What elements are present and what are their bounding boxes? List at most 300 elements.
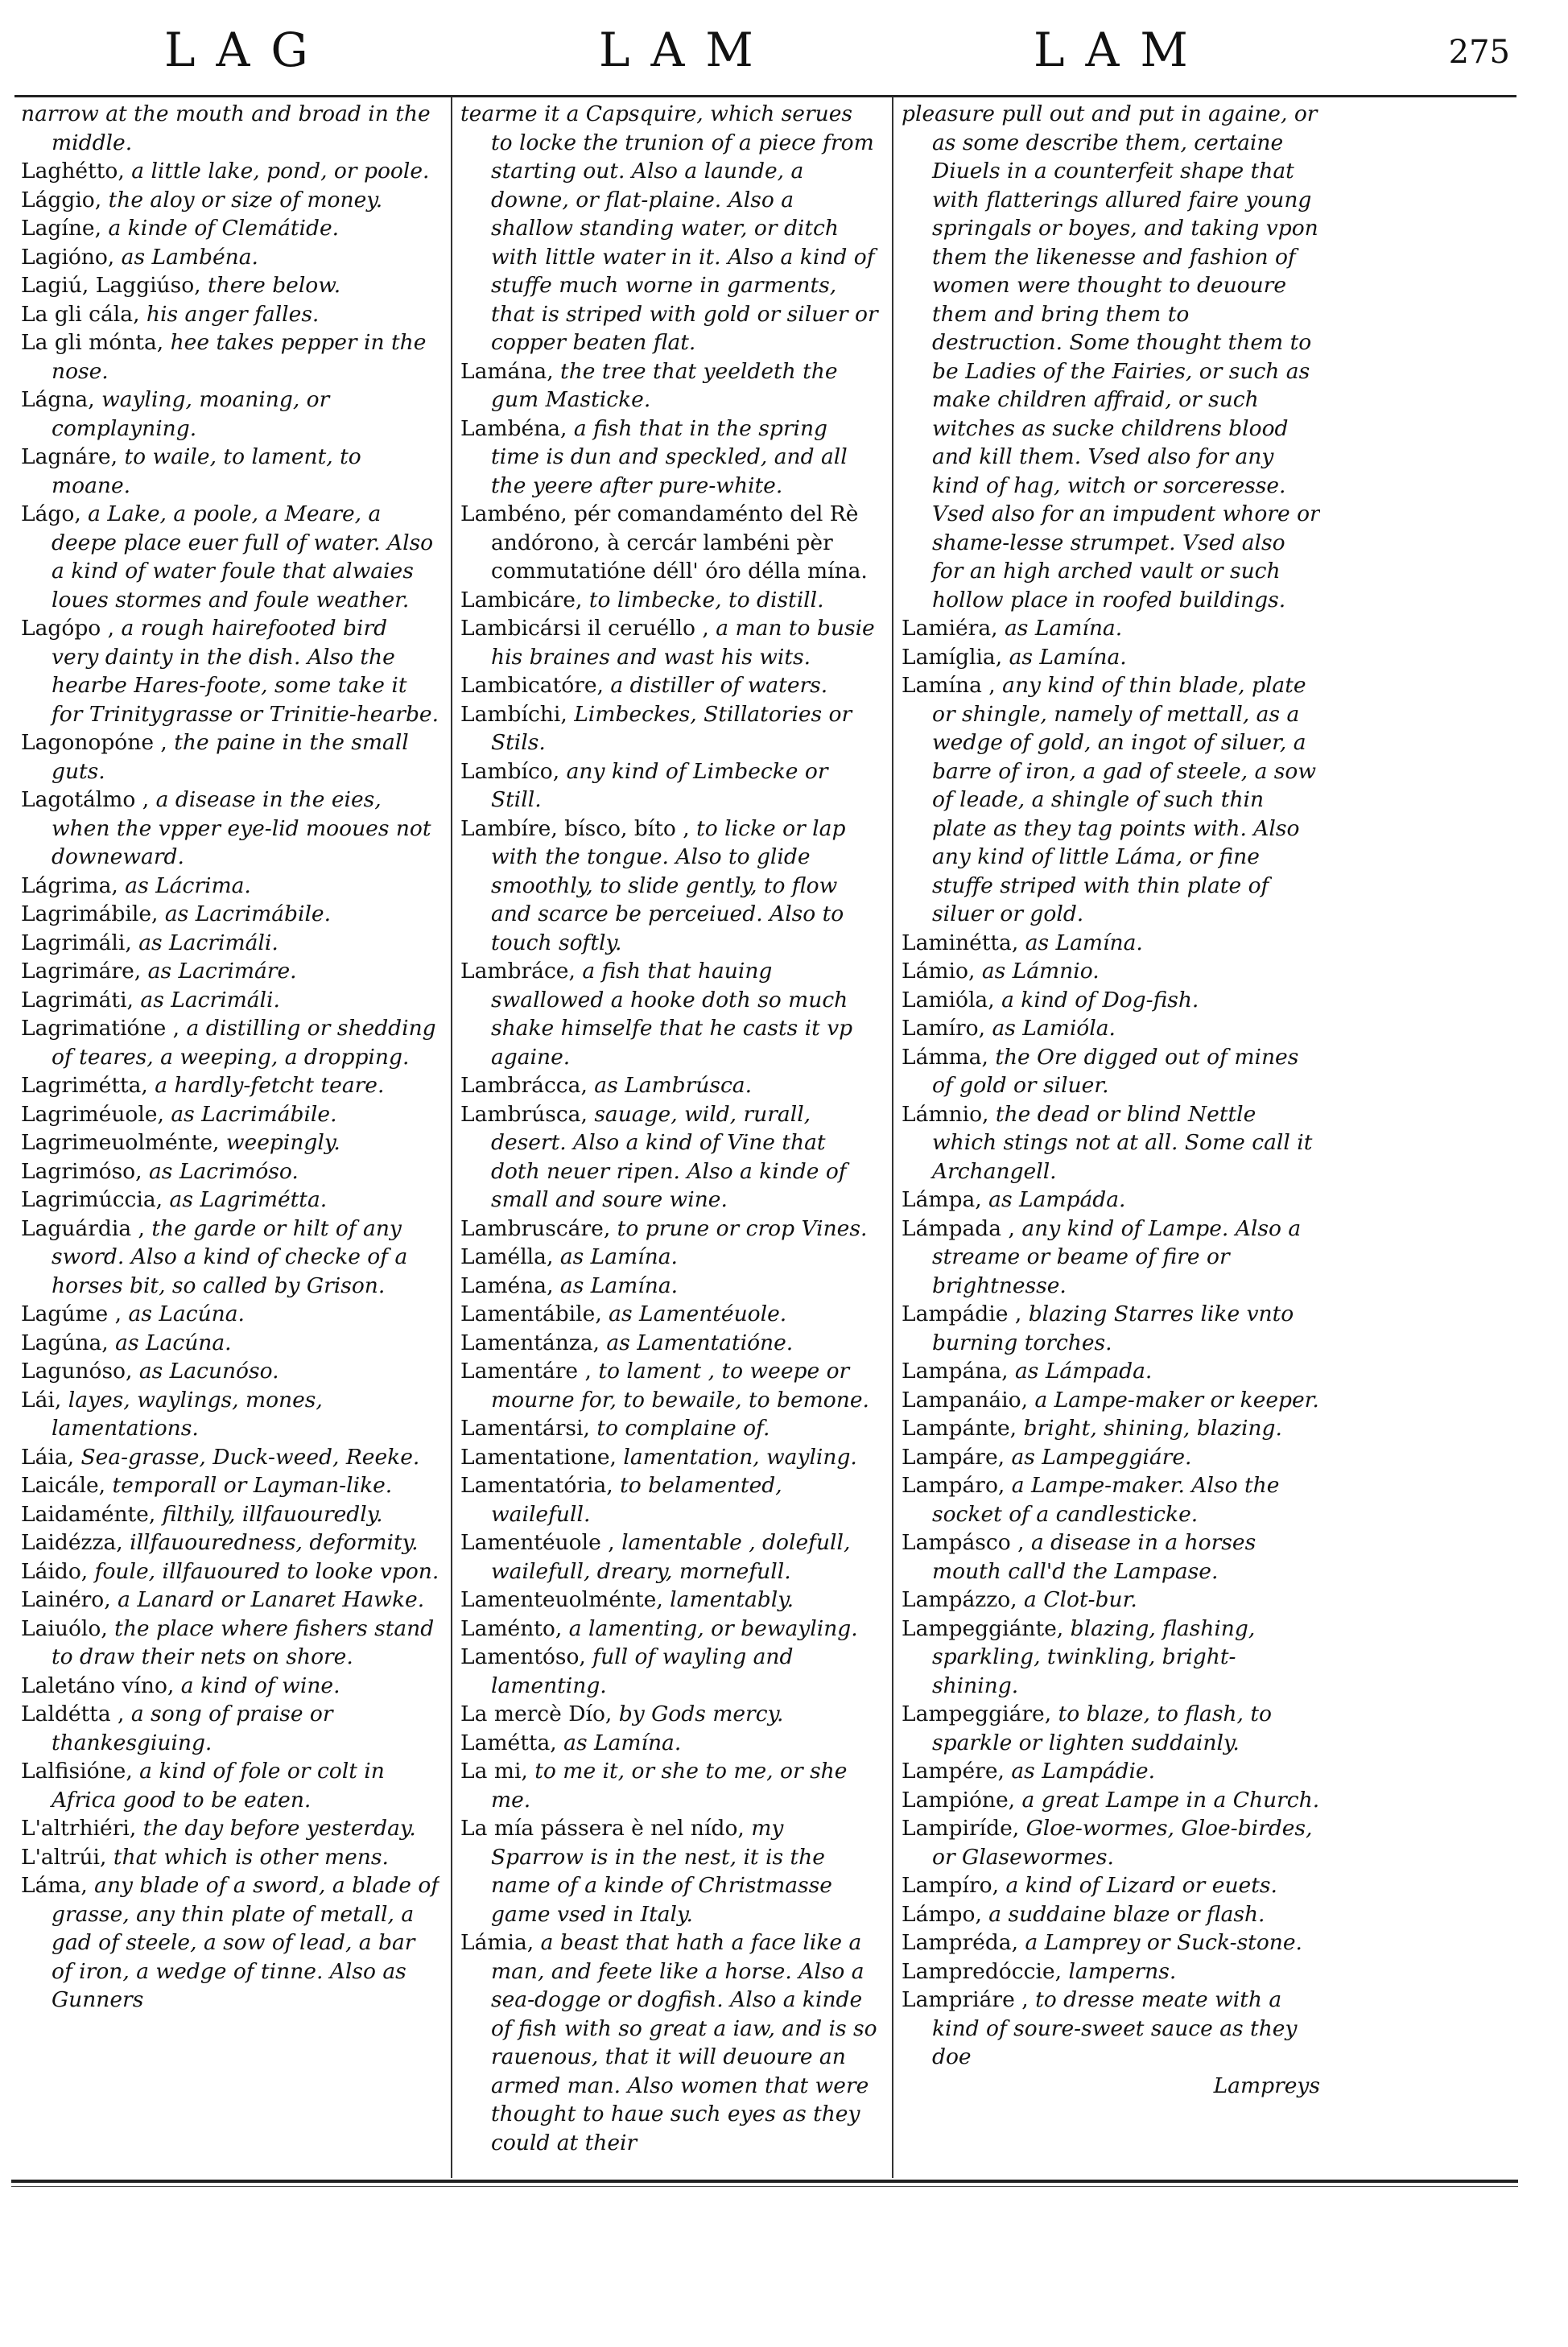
entry-headword: Lamiéra, [902, 616, 998, 641]
dictionary-entry [21, 1814, 439, 1843]
entry-definition: to me it, or she to me, or she me. [491, 1759, 848, 1813]
entry-definition: blazing Starres like vnto burning torches. [932, 1301, 1294, 1355]
entry-headword: Lámpada , [902, 1215, 1015, 1241]
entry-definition: as Lambéna. [114, 244, 258, 270]
entry-headword: Lambicatóre, [460, 673, 604, 698]
entry-definition: Limbeckes, Stillatories or Stils. [491, 701, 852, 755]
dictionary-entry [21, 986, 439, 1015]
entry-headword: Laghétto, [21, 159, 125, 184]
dictionary-entry [460, 1528, 879, 1586]
entry-definition: a hardly-fetcht teare. [147, 1073, 385, 1098]
entry-headword: Lagrimáli, [21, 930, 132, 955]
header-rule [14, 95, 1516, 97]
entry-definition: as Lacrimóso. [142, 1158, 299, 1184]
entry-headword: Lampiríde, [902, 1816, 1020, 1841]
dictionary-entry [21, 1471, 439, 1500]
entry-definition: a great Lampe in a Church. [1015, 1787, 1320, 1813]
entry-definition: as Lacrimáli. [131, 930, 279, 955]
entry-headword: Lámia, [460, 1930, 534, 1955]
entry-headword: Lagióno, [21, 244, 115, 270]
dictionary-entry [902, 1100, 1320, 1186]
entry-definition: layes, waylings, mones, lamentations. [52, 1387, 323, 1441]
dictionary-entry [21, 500, 439, 614]
entry-headword: Lagrimúccia, [21, 1187, 163, 1212]
entry-headword: Lagrimáti, [21, 987, 134, 1013]
dictionary-entry [902, 671, 1320, 929]
entry-headword: Lambicársi il ceruéllo , [460, 616, 709, 641]
entry-headword: Laicále, [21, 1473, 106, 1498]
dictionary-entry [902, 1900, 1320, 1929]
dictionary-entry [460, 1100, 879, 1215]
dictionary-entry [21, 929, 439, 958]
entry-headword: Lampióne, [902, 1787, 1016, 1813]
entry-definition: foule, illfauoured to looke vpon. [88, 1558, 439, 1584]
entry-definition: to limbecke, to distill. [582, 587, 824, 613]
dictionary-entry [21, 1300, 439, 1329]
dictionary-entry [21, 1843, 439, 1872]
dictionary-entry [902, 1215, 1320, 1301]
entry-headword: Lambíre, bísco, bíto , [460, 815, 690, 841]
entry-headword: Lampásco , [902, 1530, 1025, 1555]
entry-definition: the tree that yeeldeth the gum Masticke. [491, 358, 838, 412]
entry-definition: the day before yesterday. [136, 1816, 416, 1841]
entry-definition: temporall or Layman-like. [105, 1473, 393, 1498]
dictionary-entry [902, 1586, 1320, 1615]
dictionary-entry [460, 1928, 879, 2157]
entry-definition: as Lámpada. [1008, 1359, 1153, 1384]
entry-headword: Lambrácca, [460, 1073, 588, 1098]
entry-headword: La mía pássera è nel nído, [460, 1816, 745, 1841]
entry-definition: a distilling or shedding of teares, a weeping, a dropping. [52, 1016, 436, 1070]
entry-definition: there below. [200, 273, 341, 298]
entry-headword: Lampázzo, [902, 1587, 1017, 1612]
entry-definition: any kind of Limbecke or Still. [491, 758, 828, 812]
dictionary-entry [460, 500, 879, 586]
entry-headword: Laguárdia , [21, 1215, 145, 1241]
entry-definition: a Lanard or Lanaret Hawke. [110, 1587, 425, 1612]
entry-headword: Lampére, [902, 1759, 1005, 1784]
entry-definition: the garde or hilt of any sword. Also a kind of checke of a horses bit, so called by Grison. [52, 1215, 408, 1298]
entry-definition: any kind of Lampe. Also a streame or beame of fire or brightnesse. [932, 1215, 1302, 1298]
dictionary-entry [21, 1186, 439, 1215]
entry-definition: a kinde of Clemátide. [101, 216, 340, 241]
entry-headword: Lagópo , [21, 616, 115, 641]
entry-definition: pleasure pull out and put in againe, or as some describe them, certaine Diuels in a counterfeit shape that with flatterings allured faire young springals or boyes, and taking vpon them the likenesse and fashion of women were thought to deuoure them and bring them to destruction. Some thought them to be Ladies of the Fairies, or such as make children affraid, or such witches as sucke childrens blood and kill them. Vsed also for any kind of hag, witch or sorceresse. Vsed also for an impudent whore or shame-lesse strumpet. Vsed also for an high arched vault or such hollow place in roofed buildings. [902, 101, 1320, 613]
dictionary-entry [21, 786, 439, 872]
entry-headword: Lampánte, [902, 1416, 1017, 1441]
entry-headword: Lamentáre , [460, 1359, 592, 1384]
dictionary-entry [460, 1443, 879, 1472]
entry-definition: the paine in the small guts. [52, 730, 409, 784]
entry-definition: as Lacúna. [122, 1301, 245, 1326]
entry-headword: Lagriméttа, [21, 1073, 148, 1098]
entry-headword: Lággio, [21, 187, 102, 212]
entry-definition: Sea-grasse, Duck-weed, Reeke. [74, 1444, 420, 1470]
entry-definition: to prune or crop Vines. [610, 1215, 868, 1241]
entry-definition: as Lagriméttа. [163, 1187, 328, 1212]
dictionary-entry [902, 1871, 1320, 1900]
entry-headword: Lágrima, [21, 872, 118, 898]
dictionary-entry [902, 1443, 1320, 1472]
entry-definition: a kind of fole or colt in Africa good to be eaten. [52, 1759, 385, 1813]
dictionary-entry [902, 614, 1320, 643]
entry-definition: as Lamína. [997, 616, 1123, 641]
dictionary-entry [460, 815, 879, 958]
entry-headword: Lagotálmo , [21, 787, 150, 812]
entry-definition: the Ore digged out of mines of gold or siluer. [932, 1044, 1299, 1098]
entry-definition: a Clot-bur. [1017, 1587, 1137, 1612]
dictionary-entry [902, 1014, 1320, 1043]
catchword: Lampreys [1213, 2073, 1320, 2098]
dictionary-entry [21, 386, 439, 443]
entry-definition: any kind of thin blade, plate or shingle, namely of mettall, as a wedge of gold, an ingot of siluer, a barre of iron, a gad of steele, a sow of leade, a shingle of such thin plate as they tag points with. Also any kind of little Láma, or fine stuffe striped with thin plate of siluer or gold. [932, 673, 1317, 926]
dictionary-entry [21, 1329, 439, 1358]
dictionary-entry [21, 300, 439, 329]
dictionary-entry [460, 1471, 879, 1528]
entry-headword: Lamána, [460, 358, 554, 384]
entry-headword: La gli mónta, [21, 330, 164, 355]
entry-definition: lamentably. [662, 1587, 794, 1612]
dictionary-entry [902, 986, 1320, 1015]
entry-definition: narrow at the mouth and broad in the middle. [21, 101, 431, 155]
entry-headword: Laidaménte, [21, 1501, 156, 1527]
dictionary-entry [21, 614, 439, 728]
entry-definition: a disease in the eies, when the vpper eye-lid mooues not downeward. [52, 787, 431, 869]
entry-definition: as Lamióla. [985, 1016, 1116, 1041]
dictionary-entry [21, 1128, 439, 1157]
entry-definition: a fish that hauing swallowed a hooke doth so much shake himselfe that he casts it vp againe. [491, 959, 853, 1070]
dictionary-entry [21, 1615, 439, 1672]
entry-definition: his anger falles. [139, 301, 320, 327]
entry-definition: lamentable , dolefull, wailefull, dreary, mornefull. [491, 1530, 851, 1584]
entry-definition: a little lake, pond, or poole. [124, 159, 430, 184]
dictionary-entry [902, 1186, 1320, 1215]
dictionary-entry [902, 1300, 1320, 1357]
entry-headword: Lamétta, [460, 1730, 557, 1755]
entry-headword: Lagiú, Laggiúso, [21, 273, 201, 298]
dictionary-entry [902, 929, 1320, 958]
entry-definition: as Lámnio. [975, 959, 1100, 984]
entry-headword: Lamíro, [902, 1016, 986, 1041]
entry-headword: Lampredóccie, [902, 1958, 1063, 1984]
entry-headword: Laldétta , [21, 1701, 125, 1726]
dictionary-entry [21, 1557, 439, 1586]
entry-headword: Lamentánza, [460, 1330, 600, 1355]
dictionary-entry [460, 1615, 879, 1644]
entry-definition: a kind of wine. [174, 1673, 340, 1698]
entry-definition: a suddaine blaze or flash. [981, 1901, 1265, 1927]
dictionary-entry [902, 1386, 1320, 1415]
dictionary-entry [21, 957, 439, 986]
entry-definition: to blaze, to flash, to sparkle or lighten suddainly. [932, 1701, 1272, 1755]
dictionary-entry [460, 1700, 879, 1729]
entry-headword: Lampriáre , [902, 1987, 1029, 2012]
entry-headword: Lamentársi, [460, 1416, 590, 1441]
entry-headword: La mi, [460, 1759, 528, 1784]
entry-headword: Lamíglia, [902, 644, 1003, 670]
dictionary-entry [21, 443, 439, 500]
entry-definition: as Lacúna. [108, 1330, 232, 1355]
entry-headword: Laletáno víno, [21, 1673, 175, 1698]
dictionary-entry [460, 1643, 879, 1700]
entry-headword: Lagrimatióne , [21, 1016, 180, 1041]
entry-headword: Lagúme , [21, 1301, 122, 1326]
dictionary-entry [902, 1471, 1320, 1528]
dictionary-entry [21, 900, 439, 929]
dictionary-entry [21, 1700, 439, 1757]
entry-definition: a disease in a horses mouth call'd the Lampase. [932, 1530, 1256, 1584]
dictionary-entry [460, 586, 879, 615]
dictionary-entry [21, 271, 439, 300]
entry-headword: Lambicáre, [460, 587, 583, 613]
page-number: 275 [1448, 34, 1510, 71]
entry-headword: Lampeggiáre, [902, 1701, 1052, 1726]
entry-headword: Lagrimóso, [21, 1158, 142, 1184]
dictionary-entry [460, 1586, 879, 1615]
entry-headword: Lágna, [21, 387, 95, 412]
entry-definition: a fish that in the spring time is dun and speckled, and all the yeere after pure-white. [491, 415, 848, 498]
dictionary-entry [902, 643, 1320, 672]
entry-definition: the place where fishers stand to draw their nets on shore. [52, 1615, 435, 1669]
entry-definition: a Lamprey or Suck-stone. [1018, 1930, 1302, 1955]
dictionary-entry [21, 157, 439, 186]
entry-headword: Lampáre, [902, 1444, 1005, 1470]
entry-definition: any blade of a sword, a blade of grasse, any thin plate of metall, a gad of steele, a sow of lead, a bar of iron, a wedge of tinne. Also as Gunners [52, 1873, 439, 2012]
entry-definition: hee takes pepper in the nose. [52, 330, 427, 384]
entry-headword: Lambéno, pér comandaménto del Rè andórono, à cercár lambéni pèr commutatióne déll' óro délla mína. [460, 501, 868, 584]
dictionary-entry [460, 1757, 879, 1814]
entry-definition: as Lacrimáli. [133, 987, 280, 1013]
entry-definition: a kind of Lizard or euets. [999, 1873, 1277, 1898]
entry-headword: Láia, [21, 1444, 75, 1470]
dictionary-entry [902, 1814, 1320, 1871]
entry-headword: Lamentábile, [460, 1301, 602, 1326]
entry-definition: a Lampe-maker. Also the socket of a candlesticke. [932, 1473, 1280, 1527]
entry-definition: to dresse meate with a kind of soure-sweet sauce as they doe [932, 1987, 1298, 2069]
entry-headword: Lamentéuole , [460, 1530, 615, 1555]
entry-definition: as Lamentatióne. [599, 1330, 794, 1355]
column-1 [21, 100, 439, 2176]
dictionary-entry [21, 1757, 439, 1814]
entry-headword: Lamína , [902, 673, 996, 698]
dictionary-entry [902, 100, 1320, 614]
entry-definition: blazing, flashing, sparkling, twinkling, bright-shining. [932, 1615, 1256, 1698]
entry-headword: Lainéro, [21, 1587, 111, 1612]
entry-definition: lamperns. [1062, 1958, 1177, 1984]
entry-headword: Lambíchi, [460, 701, 567, 727]
entry-headword: Lagunóso, [21, 1359, 133, 1384]
entry-headword: Lampána, [902, 1359, 1009, 1384]
entry-definition: a beast that hath a face like a man, and feete like a horse. Also a sea-dogge or dogfish. Also a kinde of fish with so great a iaw, and is so rauenous, that it will deuoure an armed man. Also women that were thought to haue such eyes as they could at their [491, 1930, 877, 2155]
dictionary-entry [902, 1414, 1320, 1443]
entry-headword: L'altrúi, [21, 1844, 107, 1870]
dictionary-entry [21, 100, 439, 157]
dictionary-entry [902, 1786, 1320, 1815]
dictionary-entry [460, 1814, 879, 1928]
entry-headword: Lampeggiánte, [902, 1615, 1064, 1641]
dictionary-entry [460, 671, 879, 700]
entry-definition: as Lamína. [553, 1272, 679, 1298]
entry-headword: Lambéna, [460, 415, 567, 441]
entry-headword: La mercè Dío, [460, 1701, 613, 1726]
entry-headword: Lampáro, [902, 1473, 1005, 1498]
dictionary-entry [21, 1528, 439, 1557]
footer-rule-thin [11, 2186, 1518, 2187]
entry-definition: a Lampe-maker or keeper. [1028, 1387, 1319, 1413]
dictionary-entry [460, 614, 879, 671]
entry-definition: the dead or blind Nettle which stings not at all. Some call it Archangell. [932, 1101, 1313, 1184]
dictionary-entry [460, 700, 879, 757]
header-right-guideword: LAM [1034, 23, 1209, 77]
entry-definition: that which is other mens. [106, 1844, 389, 1870]
entry-headword: Lampanáio, [902, 1387, 1029, 1413]
dictionary-entry [460, 415, 879, 501]
entry-definition: a Lake, a poole, a Meare, a deepe place euer full of water. Also a kind of water foule that alwaies loues stormes and foule weather. [52, 501, 434, 613]
dictionary-entry [21, 1871, 439, 2015]
dictionary-entry [21, 872, 439, 901]
dictionary-entry [902, 1986, 1320, 2072]
entry-headword: Lambráce, [460, 959, 576, 984]
dictionary-entry [21, 1500, 439, 1529]
entry-definition: as Lamentéuole. [601, 1301, 787, 1326]
entry-definition: a rough hairefooted bird very dainty in the dish. Also the hearbe Hares-foote, some take it for Trinitygrasse or Trinitie-hearbe. [52, 616, 439, 727]
entry-headword: Lagíne, [21, 216, 102, 241]
entry-definition: to belamented, wailefull. [491, 1473, 782, 1527]
column-separator [892, 97, 893, 2178]
dictionary-entry [21, 1071, 439, 1100]
dictionary-entry [21, 1386, 439, 1443]
entry-definition: as Lambrúsca. [587, 1073, 753, 1098]
entry-definition: a man to busie his braines and wast his wits. [491, 616, 875, 670]
column-2 [460, 100, 879, 2176]
header-left-guideword: LAG [164, 23, 329, 77]
column-separator [451, 97, 452, 2178]
entry-definition: a lamenting, or bewayling. [562, 1615, 858, 1641]
entry-definition: to complaine of. [589, 1416, 770, 1441]
entry-headword: Lámpo, [902, 1901, 982, 1927]
entry-definition: a distiller of waters. [603, 673, 828, 698]
dictionary-entry [21, 728, 439, 786]
entry-definition: filthily, illfauouredly. [155, 1501, 383, 1527]
entry-definition: as Lacunóso. [132, 1359, 279, 1384]
entry-headword: Laménto, [460, 1615, 563, 1641]
entry-definition: a song of praise or thankesgiuing. [52, 1701, 333, 1755]
dictionary-entry [460, 100, 879, 357]
entry-definition: as Lamína. [1002, 644, 1127, 670]
dictionary-entry [21, 1443, 439, 1472]
dictionary-entry [460, 1300, 879, 1329]
entry-headword: Lagriméuole, [21, 1101, 164, 1127]
dictionary-entry [460, 1071, 879, 1100]
entry-headword: Lamenteuolménte, [460, 1587, 663, 1612]
entry-headword: Lagrimábile, [21, 901, 159, 926]
entry-definition: a kind of Dog-fish. [994, 987, 1199, 1013]
dictionary-entry [21, 1100, 439, 1129]
dictionary-entry [902, 1700, 1320, 1757]
entry-headword: Lámio, [902, 959, 976, 984]
entry-headword: Lampíro, [902, 1873, 1000, 1898]
footer-rule [11, 2180, 1518, 2183]
dictionary-entry [21, 1672, 439, 1701]
entry-definition: wayling, moaning, or complayning. [52, 387, 330, 441]
dictionary-entry [21, 186, 439, 215]
dictionary-entry [21, 214, 439, 243]
running-header [11, 14, 1518, 95]
dictionary-entry [460, 757, 879, 815]
entry-definition: weepingly. [219, 1130, 340, 1155]
entry-headword: Lagonopóne , [21, 730, 167, 755]
dictionary-entry [460, 1729, 879, 1758]
entry-headword: La gli cála, [21, 301, 140, 327]
entry-definition: tearme it a Capsquire, which serues to locke the trunion of a piece from starting out. Also a launde, a downe, or flat-plaine. Also a shallow standing water, or ditch with little water in it. Also a kind of stuffe much worne in garments, that is striped with gold or siluer or copper beaten flat. [460, 101, 878, 355]
entry-definition: as Lacrimáre. [141, 959, 297, 984]
entry-headword: Lámpa, [902, 1187, 982, 1212]
entry-definition: as Lamína. [556, 1730, 682, 1755]
dictionary-entry [21, 1215, 439, 1301]
entry-definition: to waile, to lament, to moane. [52, 444, 361, 498]
entry-headword: Lambrúsca, [460, 1101, 588, 1127]
entry-definition: full of wayling and lamenting. [491, 1644, 794, 1698]
dictionary-entry [460, 1215, 879, 1244]
entry-headword: Lambruscáre, [460, 1215, 611, 1241]
entry-definition: to lament , to weepe or mourne for, to bewaile, to bemone. [491, 1359, 869, 1413]
dictionary-entry [902, 1528, 1320, 1586]
entry-definition: Gloe-wormes, Gloe-birdes, or Glasewormes. [932, 1816, 1313, 1870]
entry-headword: Lampréda, [902, 1930, 1019, 1955]
entry-headword: Lámnio, [902, 1101, 989, 1127]
dictionary-entry [21, 328, 439, 386]
dictionary-entry [21, 243, 439, 272]
column-3 [902, 100, 1320, 2176]
dictionary-entry [902, 1957, 1320, 1986]
entry-headword: Lamentatione, [460, 1444, 617, 1470]
entry-headword: Lagrimáre, [21, 959, 142, 984]
entry-headword: Lagúna, [21, 1330, 109, 1355]
entry-definition: lamentation, wayling. [616, 1444, 857, 1470]
entry-headword: Laminétta, [902, 930, 1019, 955]
dictionary-entry [460, 1272, 879, 1301]
dictionary-entry [902, 1757, 1320, 1786]
entry-headword: Laidézza, [21, 1530, 123, 1555]
entry-headword: Lái, [21, 1387, 62, 1413]
entry-definition: by Gods mercy. [612, 1701, 784, 1726]
entry-headword: Lámma, [902, 1044, 988, 1070]
entry-headword: Láido, [21, 1558, 89, 1584]
dictionary-entry [21, 1357, 439, 1386]
dictionary-entry [902, 1043, 1320, 1100]
entry-headword: Lamentatória, [460, 1473, 613, 1498]
entry-definition: as Lacrimábile. [158, 901, 332, 926]
dictionary-entry [902, 1357, 1320, 1386]
dictionary-entry [902, 1615, 1320, 1701]
entry-headword: Laiuólo, [21, 1615, 108, 1641]
entry-definition: to licke or lap with the tongue. Also to glide smoothly, to slide gently, to flow and scarce be perceiued. Also to touch softly. [491, 815, 846, 955]
dictionary-entry [460, 1414, 879, 1443]
entry-headword: Lagnáre, [21, 444, 118, 469]
dictionary-entry [21, 1014, 439, 1071]
dictionary-entry [460, 1243, 879, 1272]
dictionary-entry [902, 957, 1320, 986]
entry-headword: Lalfisióne, [21, 1759, 133, 1784]
entry-definition: as Lamína. [553, 1244, 678, 1269]
entry-headword: Lamentóso, [460, 1644, 586, 1669]
entry-definition: as Lampeggiáre. [1005, 1444, 1192, 1470]
dictionary-entry [460, 957, 879, 1071]
entry-definition: as Lacrimábile. [163, 1101, 337, 1127]
dictionary-entry [21, 1157, 439, 1186]
entry-definition: sauage, wild, rurall, desert. Also a kind of Vine that doth neuer ripen. Also a kinde of small and soure wine. [491, 1101, 847, 1212]
entry-headword: Laména, [460, 1272, 554, 1298]
